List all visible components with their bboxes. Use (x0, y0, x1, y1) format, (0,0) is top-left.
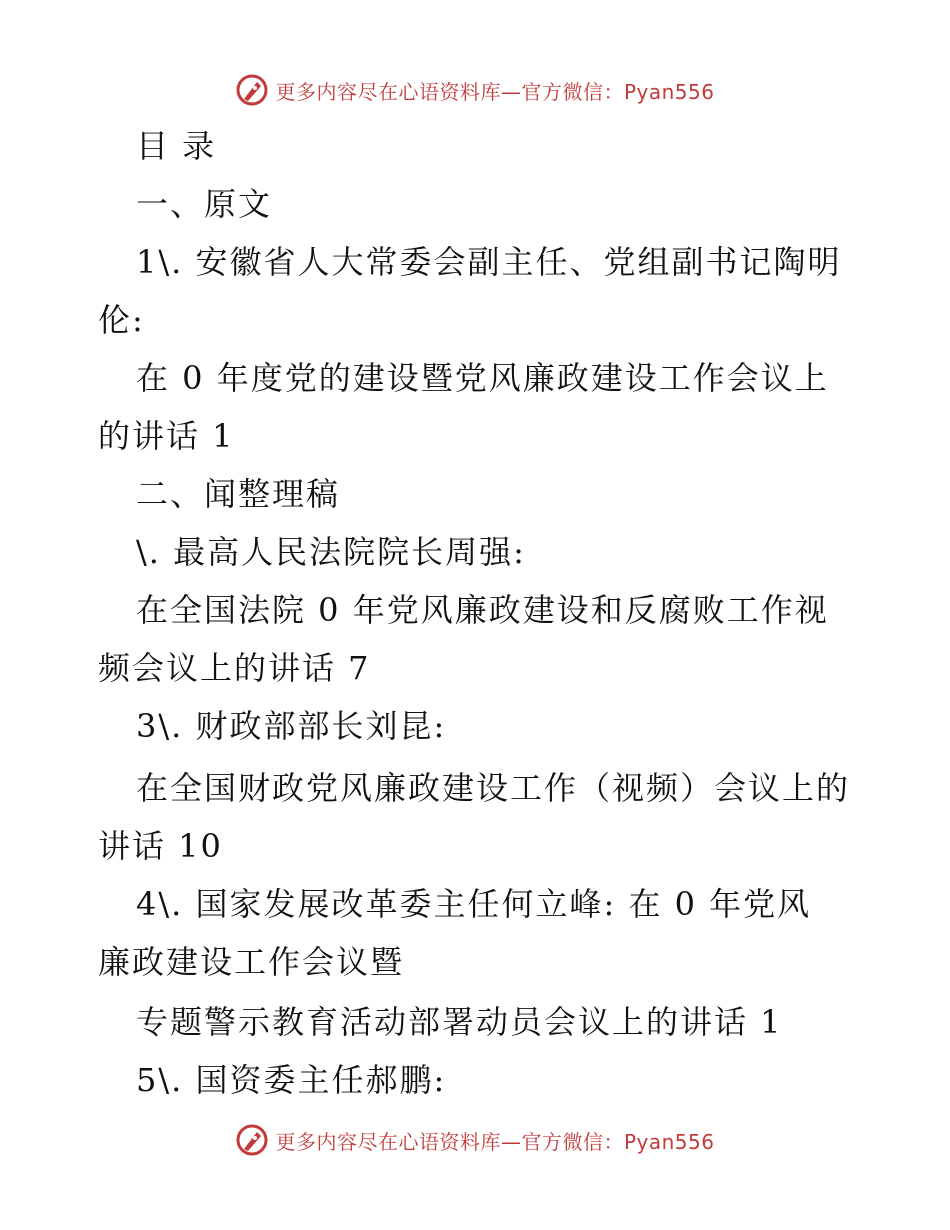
pen-nib-icon (235, 73, 269, 107)
toc-line: 1\. 安徽省人大常委会副主任、党组副书记陶明 (136, 243, 842, 281)
toc-line: 伦: (98, 301, 145, 339)
watermark-text: 更多内容尽在心语资料库—官方微信：Pyan556 (275, 79, 715, 104)
watermark-text: 更多内容尽在心语资料库—官方微信：Pyan556 (275, 1129, 715, 1154)
toc-line: 4\. 国家发展改革委主任何立峰: 在 0 年党风 (136, 885, 812, 923)
toc-line: 5\. 国资委主任郝鹏: (136, 1061, 447, 1099)
toc-title: 目 录 (136, 127, 217, 165)
toc-line: 的讲话 1 (98, 417, 235, 455)
toc-line: 专题警示教育活动部署动员会议上的讲话 1 (136, 1003, 783, 1041)
toc-line: 3\. 财政部部长刘昆: (136, 707, 447, 745)
pen-nib-icon (235, 1123, 269, 1157)
toc-line: 在全国财政党风廉政建设工作（视频）会议上的 (136, 769, 851, 807)
toc-line: 廉政建设工作会议暨 (98, 943, 405, 981)
toc-line: 在 0 年度党的建设暨党风廉政建设工作会议上 (136, 359, 829, 397)
toc-line: 频会议上的讲话 7 (98, 649, 371, 687)
footer-watermark (0, 1120, 950, 1160)
header-watermark (0, 70, 950, 110)
toc-line: \. 最高人民法院院长周强: (136, 533, 526, 571)
toc-line: 讲话 10 (98, 827, 223, 865)
toc-line: 二、闻整理稿 (136, 475, 341, 513)
toc-line: 在全国法院 0 年党风廉政建设和反腐败工作视 (136, 591, 829, 629)
toc-line: 一、原文 (136, 185, 273, 223)
